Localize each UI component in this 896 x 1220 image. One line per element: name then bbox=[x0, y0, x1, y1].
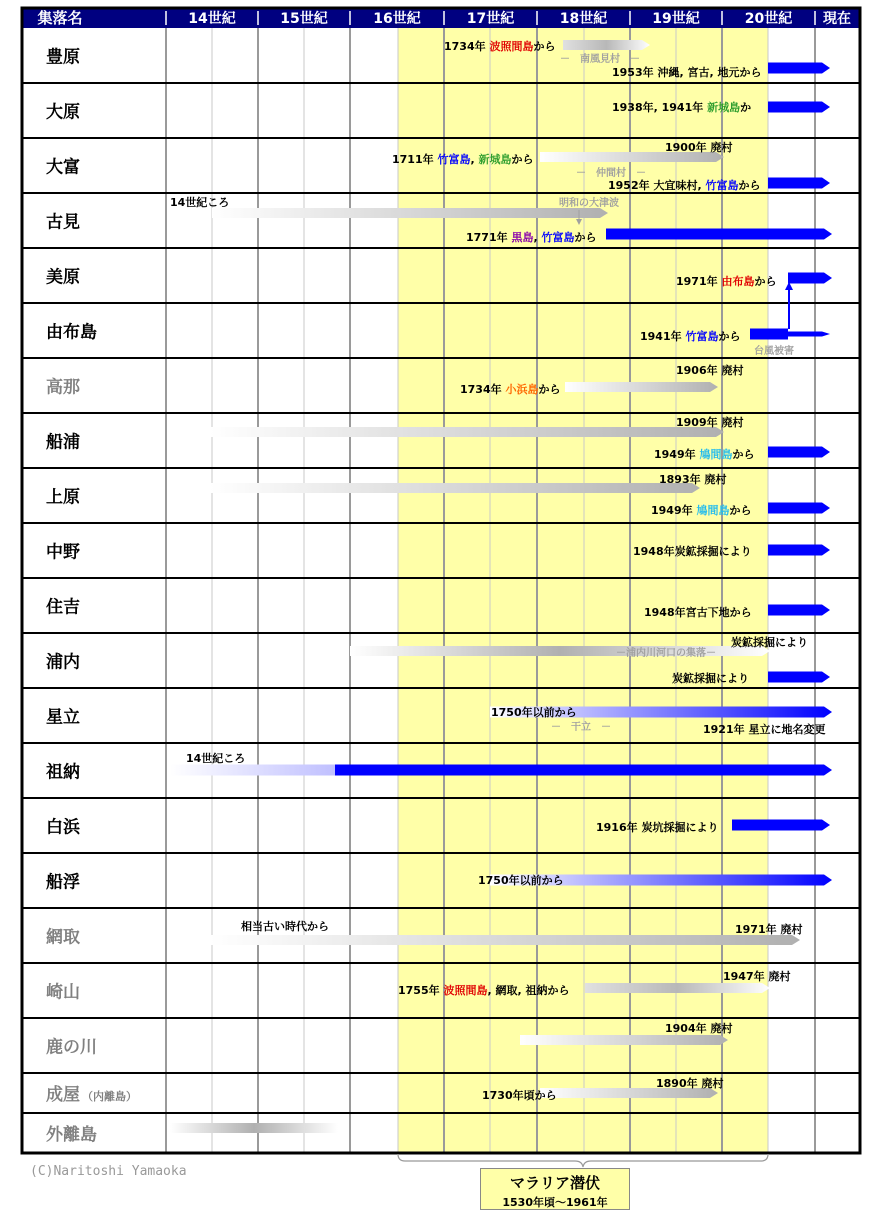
settlement-name: 成屋 （内離島） bbox=[46, 1085, 137, 1105]
settlement-name: 由布島 bbox=[46, 322, 97, 343]
settlement-name: 外離島 bbox=[46, 1125, 97, 1145]
header-century: 14世紀 bbox=[188, 11, 236, 27]
settlement-name: 鹿の川 bbox=[46, 1037, 97, 1058]
annotation-text: － 仲間村 － bbox=[576, 168, 646, 179]
annotation-text: 1947年 廃村 bbox=[723, 970, 791, 983]
annotation-text: 1893年 廃村 bbox=[659, 473, 727, 486]
annotation-text: 台風被害 bbox=[754, 346, 794, 357]
present-arrow bbox=[768, 63, 830, 74]
header-century: 15世紀 bbox=[280, 11, 328, 27]
malaria-title: マラリア潜伏 bbox=[509, 1174, 600, 1192]
annotation-text: 炭鉱採掘により bbox=[672, 672, 749, 685]
annotation-text: 明和の大津波 bbox=[559, 198, 619, 209]
malaria-legend-box bbox=[480, 1168, 630, 1210]
annotation-text: 1949年 鳩間島から bbox=[654, 448, 755, 461]
present-arrow bbox=[768, 447, 830, 458]
present-arrow bbox=[768, 605, 830, 616]
annotation-text: 1948年宮古下地から bbox=[644, 606, 752, 619]
present-arrow bbox=[768, 178, 830, 189]
annotation-text: 1906年 廃村 bbox=[676, 364, 744, 377]
annotation-text: 1952年 大宜味村, 竹富島から bbox=[608, 179, 761, 192]
header-century: 19世紀 bbox=[652, 11, 700, 27]
present-arrow bbox=[768, 503, 830, 514]
settlement-name: 大原 bbox=[46, 102, 80, 123]
period-bar bbox=[335, 765, 820, 776]
annotation-text: 1971年 廃村 bbox=[735, 923, 803, 936]
settlement-name: 古見 bbox=[46, 212, 80, 233]
settlement-name: 船浮 bbox=[46, 872, 80, 893]
settlement-name: 上原 bbox=[46, 487, 80, 508]
period-arrow bbox=[212, 208, 608, 218]
annotation-text: 1771年 黒島, 竹富島から bbox=[466, 231, 597, 244]
annotation-text: 1890年 廃村 bbox=[656, 1077, 724, 1090]
header-name-col: 集落名 bbox=[37, 9, 83, 27]
settlement-name: 大富 bbox=[46, 157, 80, 178]
annotation-text: －浦内川河口の集落－ bbox=[616, 648, 716, 659]
annotation-text: 1750年以前から bbox=[478, 874, 564, 887]
annotation-text: 1953年 沖縄, 宮古, 地元から bbox=[612, 66, 762, 79]
annotation-text: 1949年 鳩間島から bbox=[651, 504, 752, 517]
annotation-text: 14世紀ころ bbox=[170, 196, 230, 209]
annotation-text: 1916年 炭坑採掘により bbox=[596, 821, 719, 834]
settlement-name: 白浜 bbox=[46, 817, 80, 838]
annotation-text: 1734年 波照間島から bbox=[444, 40, 556, 53]
settlement-name: 祖納 bbox=[46, 762, 80, 783]
present-arrow bbox=[768, 102, 830, 113]
annotation-text: 1948年炭鉱採掘により bbox=[633, 545, 752, 558]
annotation-text: 1971年 由布島から bbox=[676, 275, 777, 288]
annotation-text: 1904年 廃村 bbox=[665, 1022, 733, 1035]
present-arrow bbox=[788, 332, 830, 337]
settlement-name: 住吉 bbox=[46, 597, 80, 618]
annotation-text: － 干立 － bbox=[551, 722, 611, 733]
annotation-text: 1734年 小浜島から bbox=[460, 383, 561, 396]
malaria-range: 1530年頃～1961年 bbox=[502, 1196, 608, 1209]
annotation-text: 1941年 竹富島から bbox=[640, 330, 741, 343]
annotation-text: 炭鉱採掘により bbox=[731, 636, 808, 649]
annotation-text: 1730年頃から bbox=[482, 1089, 557, 1102]
settlement-name: 中野 bbox=[46, 542, 80, 563]
header-bar bbox=[22, 8, 860, 28]
annotation-text: 相当古い時代から bbox=[241, 920, 329, 933]
annotation-text: 1921年 星立に地名変更 bbox=[703, 723, 826, 736]
malaria-bracket bbox=[398, 1154, 768, 1167]
annotation-text: 1909年 廃村 bbox=[676, 416, 744, 429]
present-arrow bbox=[788, 273, 832, 284]
settlement-name: 星立 bbox=[46, 707, 80, 728]
annotation-text: 1750年以前から bbox=[491, 706, 577, 719]
header-century: 18世紀 bbox=[559, 11, 608, 27]
annotation-text: 1900年 廃村 bbox=[665, 141, 733, 154]
period-arrow bbox=[210, 427, 724, 437]
header-century: 20世紀 bbox=[744, 11, 793, 27]
period-bar bbox=[170, 1123, 338, 1133]
period-arrow bbox=[563, 40, 650, 50]
settlement-name: 崎山 bbox=[46, 982, 80, 1003]
header-century: 17世紀 bbox=[466, 11, 515, 27]
period-arrow bbox=[520, 1035, 728, 1045]
present-arrow bbox=[768, 672, 830, 683]
settlement-name: 浦内 bbox=[46, 652, 80, 673]
settlement-name: 豊原 bbox=[46, 47, 80, 68]
present-arrow bbox=[768, 545, 830, 556]
annotation-text: 14世紀ころ bbox=[186, 752, 246, 765]
period-arrow bbox=[585, 983, 770, 993]
annotation-text: 1755年 波照間島, 網取, 祖納から bbox=[398, 984, 570, 997]
settlement-name: 船浦 bbox=[46, 432, 80, 453]
period-arrow bbox=[210, 935, 800, 945]
present-arrow bbox=[732, 820, 830, 831]
period-arrow bbox=[210, 483, 700, 493]
present-arrow bbox=[606, 229, 832, 240]
settlement-name: 網取 bbox=[46, 927, 80, 948]
header-century: 16世紀 bbox=[373, 11, 421, 27]
annotation-text: － 南風見村 － bbox=[560, 54, 640, 65]
annotation-text: 1711年 竹富島, 新城島から bbox=[392, 153, 534, 166]
period-bar bbox=[750, 329, 788, 340]
period-arrow bbox=[565, 382, 718, 392]
annotation-text: 1938年, 1941年 新城島か bbox=[612, 101, 752, 114]
settlement-name: 高那 bbox=[46, 377, 80, 398]
header-present: 現在 bbox=[823, 11, 851, 27]
copyright-credit: (C)Naritoshi Yamaoka bbox=[30, 1164, 187, 1179]
settlement-name: 美原 bbox=[46, 267, 80, 288]
